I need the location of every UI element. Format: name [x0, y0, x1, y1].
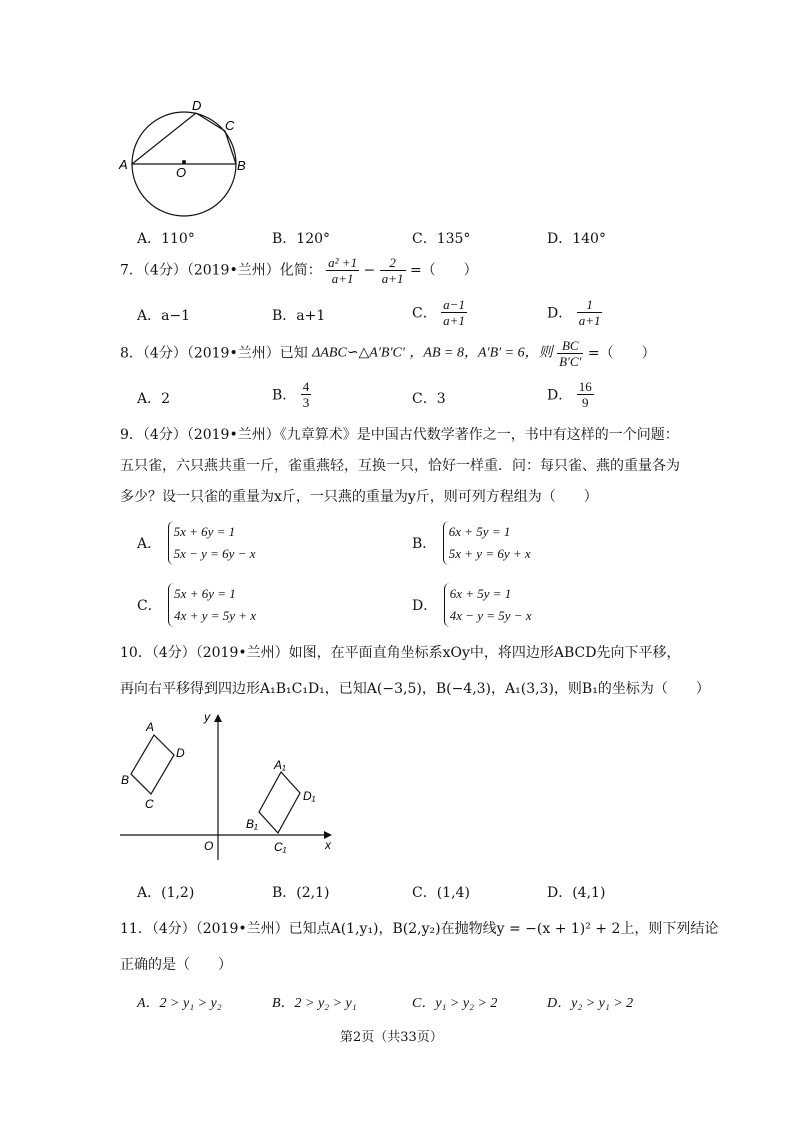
- q8-similar: ΔABC∽△A′B′C′: [312, 345, 405, 361]
- q8-option-b-fraction: [301, 379, 312, 410]
- chord-cb: [225, 131, 236, 164]
- q6-option-b[interactable]: B．120°: [272, 231, 331, 247]
- label-o: O: [176, 165, 187, 180]
- q6-option-a[interactable]: A．110°: [137, 231, 195, 247]
- q11-option-d[interactable]: D．y₂ > y₁ > 2: [547, 996, 634, 1011]
- q11-option-b[interactable]: B．2 > y₂ > y₁: [272, 996, 357, 1011]
- q9-c-eq2: 4x + y = 5y + x: [174, 608, 257, 623]
- label-b: B: [237, 158, 246, 173]
- q7-option-c-label: C．: [412, 305, 437, 322]
- page-footer: 第2页（共33页）: [340, 1030, 443, 1045]
- quad-a1b1c1d1: [259, 772, 300, 833]
- q7-f1-num: a² +1: [328, 255, 358, 270]
- q9-line-2: 五只雀，六只燕共重一斤，雀重燕轻，互换一只，恰好一样重．问：每只雀、燕的重量各为: [120, 458, 680, 474]
- q7-minus: −: [363, 262, 376, 279]
- q8-f-num: BC: [557, 338, 583, 354]
- q8-fraction: [557, 338, 583, 369]
- q9-b-eq1: 6x + 5y = 1: [448, 524, 511, 539]
- q7-option-b[interactable]: B．a+1: [272, 308, 326, 324]
- q8-option-d-label: D．: [547, 387, 573, 404]
- q9-line-1: 9．（4分）（2019•兰州）《九章算术》是中国古代数学著作之一，书中有这样的一个问题：: [120, 427, 679, 443]
- q8-option-a[interactable]: A．2: [137, 391, 171, 407]
- q7-prefix: 7．（4分）（2019•兰州）化简：: [120, 262, 322, 279]
- q10-option-b[interactable]: B．(2,1): [272, 885, 330, 901]
- q6-option-c[interactable]: C．135°: [412, 231, 471, 247]
- label-d: D: [192, 98, 202, 113]
- q7-f2-num: 2: [380, 255, 406, 271]
- q7-option-c-fraction: [441, 297, 467, 328]
- q9-option-d-system: [444, 583, 532, 627]
- label-a: A: [146, 720, 155, 734]
- q9-a-eq2: 5x − y = 6y − x: [173, 546, 256, 561]
- q7-fraction-2: [380, 255, 406, 286]
- q8-option-b-label: B．: [272, 387, 297, 404]
- q10-option-a[interactable]: A．(1,2): [137, 885, 195, 901]
- y-axis-arrow: [214, 714, 222, 722]
- q7-optc-num: a−1: [443, 297, 465, 312]
- q8-option-d-fraction: [577, 379, 594, 410]
- q7-tail: =（ ）: [409, 262, 478, 279]
- q10-option-d[interactable]: D．(4,1): [547, 885, 606, 901]
- label-a: A: [119, 157, 128, 172]
- q9-option-a-label: A．: [137, 536, 162, 552]
- q8-option-c[interactable]: C．3: [412, 391, 446, 407]
- q8-option-b[interactable]: [272, 379, 311, 410]
- q8-f-den: B′C′: [559, 354, 582, 369]
- q9-option-d-label: D．: [412, 598, 438, 614]
- q8-mid: ，AB = 8，A′B′ = 6，则: [409, 345, 553, 361]
- q8-stem: [120, 338, 656, 369]
- label-c: C: [225, 118, 235, 133]
- q9-d-eq2: 4x − y = 5y − x: [449, 608, 532, 623]
- chord-ad: [132, 113, 196, 164]
- q9-option-c-system: [168, 583, 256, 627]
- q8-prefix: 8．（4分）（2019•兰州）已知: [120, 345, 308, 362]
- q11-line-1: 11．（4分）（2019•兰州）已知点A(1,y₁)，B(2,y₂)在抛物线y = −(x + 1)² + 2上，则下列结论: [120, 921, 719, 937]
- q6-circle-figure: [112, 92, 252, 222]
- q9-option-c-label: C．: [137, 598, 162, 614]
- q9-a-eq1: 5x + 6y = 1: [173, 524, 236, 539]
- q11-option-a[interactable]: A．2 > y₁ > y₂: [137, 996, 222, 1011]
- q8-optd-den: 9: [581, 395, 589, 410]
- label-d1: D₁: [303, 789, 316, 803]
- label-c: C: [145, 797, 154, 811]
- q9-option-b-label: B．: [412, 536, 437, 552]
- q7-option-a[interactable]: A．a−1: [137, 308, 191, 324]
- q6-option-d[interactable]: D．140°: [547, 231, 606, 247]
- q9-option-c[interactable]: [137, 583, 256, 627]
- q8-option-d[interactable]: [547, 379, 594, 410]
- q9-option-d[interactable]: [412, 583, 532, 627]
- label-d: D: [176, 746, 185, 760]
- q7-option-d[interactable]: [547, 297, 602, 328]
- q8-optb-num: 4: [302, 379, 310, 394]
- center-dot: [182, 160, 186, 164]
- q10-option-c[interactable]: C．(1,4): [412, 885, 470, 901]
- q9-line-3: 多少？设一只雀的重量为x斤，一只燕的重量为y斤，则可列方程组为（ ）: [120, 489, 598, 505]
- q10-line-2: 再向右平移得到四边形A₁B₁C₁D₁，已知A(−3,5)，B(−4,3)，A₁(3,3)，则B₁的坐标为（ ）: [120, 681, 710, 697]
- label-y: y: [204, 710, 210, 724]
- q8-tail: =（ ）: [587, 345, 656, 362]
- q7-option-d-fraction: [577, 297, 603, 328]
- q7-f2-den: a+1: [381, 271, 404, 286]
- label-x: x: [325, 838, 331, 852]
- chord-dc: [196, 113, 225, 131]
- label-b: B: [121, 773, 130, 787]
- q7-optc-den: a+1: [443, 313, 465, 328]
- label-a1: A₁: [274, 758, 286, 772]
- q7-optd-den: a+1: [578, 313, 601, 328]
- quad-abcd: [131, 735, 174, 794]
- q9-option-a-system: [168, 521, 256, 565]
- q10-line-1: 10．（4分）（2019•兰州）如图，在平面直角坐标系xOy中，将四边形ABCD先向下平移，: [120, 645, 681, 661]
- q7-stem: [120, 255, 478, 286]
- q7-optd-num: 1: [577, 297, 603, 313]
- q7-option-d-label: D．: [547, 305, 573, 322]
- q7-fraction-1: [326, 255, 359, 286]
- q7-f1-den: a+1: [331, 271, 354, 286]
- q8-optd-num: 16: [578, 379, 592, 394]
- q10-coordinate-figure: [112, 705, 342, 865]
- q7-option-c[interactable]: [412, 297, 467, 328]
- q9-option-a[interactable]: [137, 521, 255, 565]
- q8-optb-den: 3: [302, 395, 310, 410]
- label-o: O: [204, 839, 214, 853]
- q9-option-b-system: [443, 521, 531, 565]
- q9-option-b[interactable]: [412, 521, 531, 565]
- label-c1: C₁: [274, 840, 287, 854]
- q11-option-c[interactable]: C．y₁ > y₂ > 2: [412, 996, 498, 1011]
- q9-b-eq2: 5x + y = 6y + x: [448, 546, 531, 561]
- q9-c-eq1: 5x + 6y = 1: [174, 586, 236, 601]
- q9-d-eq1: 6x + 5y = 1: [449, 586, 512, 601]
- q11-line-2: 正确的是（ ）: [120, 957, 232, 973]
- label-b1: B₁: [246, 817, 258, 831]
